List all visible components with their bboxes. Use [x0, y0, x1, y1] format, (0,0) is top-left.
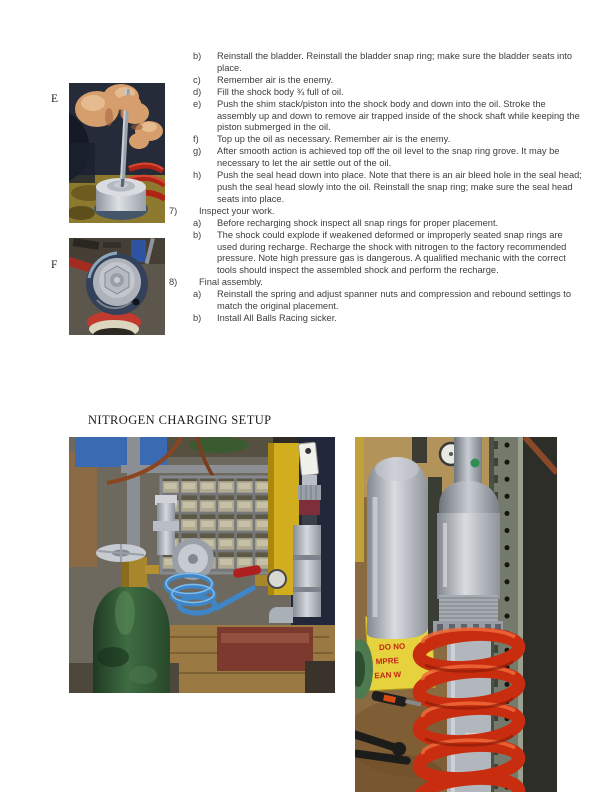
list-item-marker: g): [193, 146, 202, 157]
list-item-text: Top up the oil as necessary. Remember air is the enemy.: [217, 134, 451, 145]
list-item: [193, 313, 583, 325]
list-item-marker: e): [193, 98, 202, 109]
list-item-marker: b): [193, 229, 202, 240]
list-item-text: Fill the shock body ¾ full of oil.: [217, 86, 344, 97]
list-item-marker: h): [193, 170, 202, 181]
list-item: [193, 51, 583, 75]
list-item: [193, 75, 583, 87]
green-dot: [471, 459, 480, 468]
list-item: [193, 146, 583, 170]
list-item-text: Final assembly.: [199, 277, 263, 288]
list-item-marker: a): [193, 217, 202, 228]
seal-head: [86, 253, 148, 315]
list-item-marker: 8): [169, 277, 178, 288]
list-item-text: Remember air is the enemy.: [217, 74, 334, 85]
list-item-marker: a): [193, 289, 202, 300]
list-item: [193, 134, 583, 146]
list-item-text: Install All Balls Racing sicker.: [217, 312, 337, 323]
section-heading: NITROGEN CHARGING SETUP: [88, 413, 272, 427]
list-item-marker: 7): [169, 205, 178, 216]
list-item: [169, 277, 583, 289]
photo-nitrogen-charging-setup: [69, 437, 335, 693]
list-item: [193, 230, 583, 278]
list-item-text: After smooth action is achieved top off the oil level to the snap ring grove. It may be necessary to let the air settle out of the oil.: [217, 146, 560, 169]
sticker-line-1: DO NO: [378, 641, 406, 653]
list-item-marker: f): [193, 134, 199, 145]
list-item: [193, 289, 583, 313]
list-item-marker: b): [193, 312, 202, 323]
list-item-text: The shock could explode if weakened deformed or improperly seated snap rings are used during recharge. Recharge the shock with nitrogen to the factory recommended pressure. Note high pressure gas is dangerous. A qualified mechanic with the correct tools should inspect the assembled shock and perform the recharge.: [217, 229, 567, 276]
list-item: [169, 206, 583, 218]
figure-label-e: E: [51, 93, 59, 105]
list-item-text: Reinstall the spring and adjust spanner nuts and compression and rebound settings to match the original placement.: [217, 289, 572, 312]
photo-f-seal-head-top: [69, 238, 165, 335]
list-item: [193, 99, 583, 135]
list-item: [193, 170, 583, 206]
list-item-text: Push the shim stack/piston into the shock body and down into the oil. Stroke the assembly up and down to remove air trapped inside of the shock shaft while keeping the piston submerged in the oil.: [217, 98, 580, 133]
sticker-line-3: EAN W: [374, 669, 402, 681]
list-item-marker: b): [193, 51, 202, 61]
blue-shelf: [75, 437, 167, 467]
photo-e-seal-head-install: [69, 83, 165, 223]
list-item-text: Push the seal head down into place. Note that there is an air bleed hole in the seal head; push the seal head slowly into the oil. Reinstall the snap ring; make sure the seal head seats into place.: [217, 170, 582, 204]
list-item: [193, 218, 583, 230]
list-item-text: Before recharging shock inspect all snap rings for proper placement.: [217, 217, 499, 228]
photo-shock-reservoir-closeup: [355, 437, 557, 792]
sticker-line-2: MPRE: [375, 656, 400, 667]
figure-label-f: F: [51, 259, 58, 271]
list-item-marker: c): [193, 74, 201, 85]
list-item: [193, 87, 583, 99]
procedure-list: [169, 51, 583, 325]
reservoir-cylinder: [367, 457, 428, 639]
list-item-text: Reinstall the bladder. Reinstall the bladder snap ring; make sure the bladder seats into place.: [217, 51, 573, 73]
list-item-text: Inspect your work.: [199, 205, 275, 216]
list-item-marker: d): [193, 86, 202, 97]
small-gauge: [268, 570, 286, 588]
